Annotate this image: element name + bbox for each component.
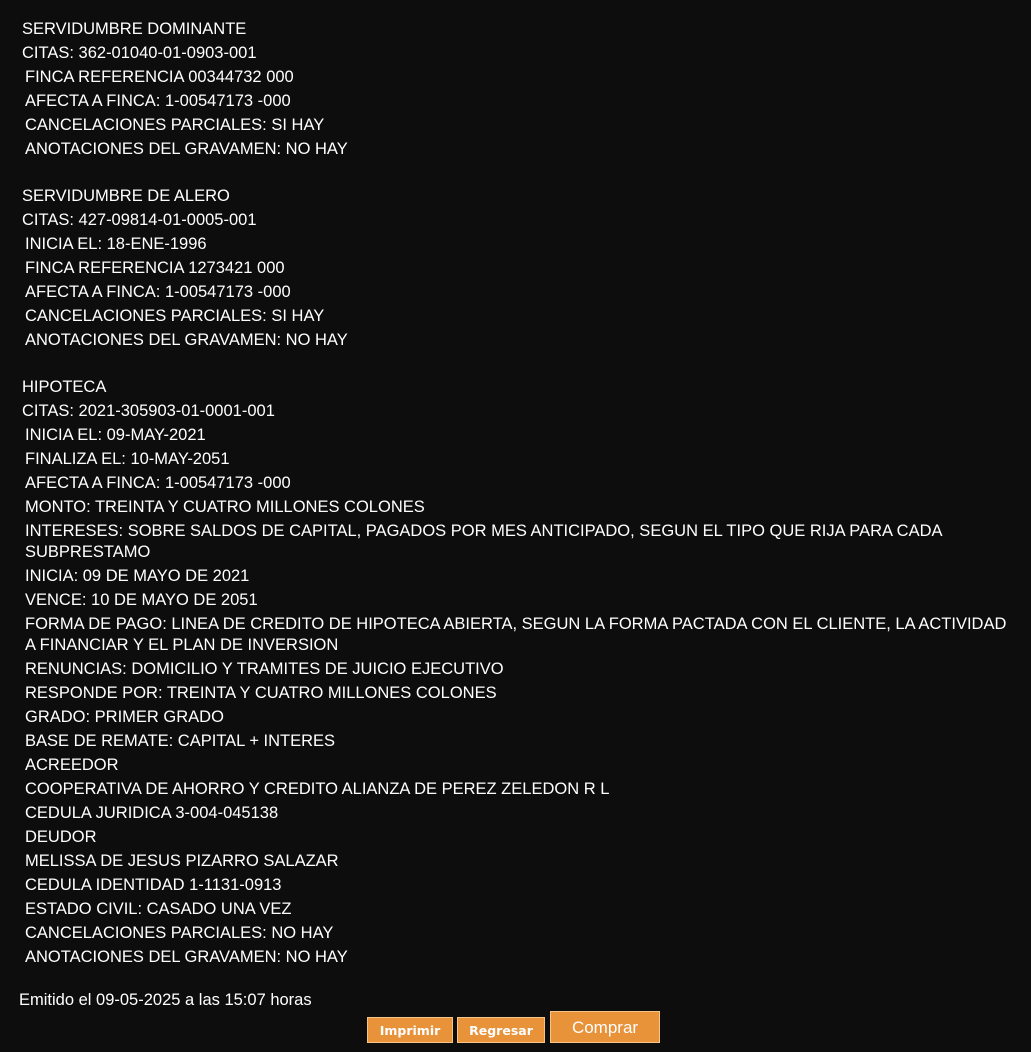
section-hipoteca — [22, 376, 1012, 969]
detail-line: MONTO: TREINTA Y CUATRO MILLONES COLONES — [25, 498, 425, 516]
section-lines — [22, 232, 1012, 352]
detail-line: FORMA DE PAGO: LINEA DE CREDITO DE HIPOTECA ABIERTA, SEGUN LA FORMA PACTADA CON EL CLIENTE, LA ACTIVIDAD A FINANCIAR Y EL PLAN DE INVERSION — [25, 615, 1007, 654]
back-button[interactable]: Regresar — [457, 1017, 545, 1043]
detail-line: AFECTA A FINCA: 1-00547173 -000 — [25, 92, 291, 110]
detail-line: CANCELACIONES PARCIALES: SI HAY — [25, 116, 325, 134]
detail-line: AFECTA A FINCA: 1-00547173 -000 — [25, 474, 291, 492]
section-citas: CITAS: 427-09814-01-0005-001 — [22, 210, 257, 229]
detail-line: DEUDOR — [25, 828, 97, 846]
detail-line: ANOTACIONES DEL GRAVAMEN: NO HAY — [25, 948, 348, 966]
detail-line: MELISSA DE JESUS PIZARRO SALAZAR — [25, 852, 339, 870]
detail-line: CEDULA IDENTIDAD 1-1131-0913 — [25, 876, 282, 894]
section-title: SERVIDUMBRE DOMINANTE — [22, 20, 247, 38]
detail-line: CANCELACIONES PARCIALES: SI HAY — [25, 307, 325, 325]
detail-line: AFECTA A FINCA: 1-00547173 -000 — [25, 283, 291, 301]
detail-line: COOPERATIVA DE AHORRO Y CREDITO ALIANZA DE PEREZ ZELEDON R L — [25, 780, 610, 798]
detail-line: FINCA REFERENCIA 00344732 000 — [25, 68, 294, 86]
section-title: SERVIDUMBRE DE ALERO — [22, 187, 230, 205]
detail-line: INICIA EL: 09-MAY-2021 — [25, 426, 206, 444]
detail-line: ANOTACIONES DEL GRAVAMEN: NO HAY — [25, 140, 348, 158]
section-lines — [22, 423, 1012, 969]
detail-line: CANCELACIONES PARCIALES: NO HAY — [25, 924, 334, 942]
detail-line: RESPONDE POR: TREINTA Y CUATRO MILLONES COLONES — [25, 684, 497, 702]
registry-document — [22, 18, 1012, 993]
detail-line: GRADO: PRIMER GRADO — [25, 708, 224, 726]
detail-line: FINALIZA EL: 10-MAY-2051 — [25, 450, 230, 468]
detail-line: INICIA: 09 DE MAYO DE 2021 — [25, 567, 250, 585]
print-button[interactable]: Imprimir — [367, 1017, 453, 1043]
section-citas: CITAS: 2021-305903-01-0001-001 — [22, 401, 275, 420]
detail-line: ESTADO CIVIL: CASADO UNA VEZ — [25, 900, 292, 918]
emission-timestamp: Emitido el 09-05-2025 a las 15:07 horas — [19, 991, 312, 1009]
detail-line: ACREEDOR — [25, 756, 119, 774]
section-citas: CITAS: 362-01040-01-0903-001 — [22, 43, 257, 62]
detail-line: VENCE: 10 DE MAYO DE 2051 — [25, 591, 258, 609]
detail-line: ANOTACIONES DEL GRAVAMEN: NO HAY — [25, 331, 348, 349]
section-servidumbre-de-alero — [22, 185, 1012, 352]
section-lines — [22, 65, 1012, 161]
detail-line: RENUNCIAS: DOMICILIO Y TRAMITES DE JUICIO EJECUTIVO — [25, 660, 504, 678]
detail-line: INICIA EL: 18-ENE-1996 — [25, 235, 207, 253]
detail-line: BASE DE REMATE: CAPITAL + INTERES — [25, 732, 336, 750]
section-title: HIPOTECA — [22, 378, 107, 396]
buy-button[interactable]: Comprar — [550, 1011, 660, 1043]
detail-line: FINCA REFERENCIA 1273421 000 — [25, 259, 285, 277]
detail-line: CEDULA JURIDICA 3-004-045138 — [25, 804, 279, 822]
section-servidumbre-dominante — [22, 18, 1012, 161]
detail-line: INTERESES: SOBRE SALDOS DE CAPITAL, PAGADOS POR MES ANTICIPADO, SEGUN EL TIPO QUE RIJA PARA CADA SUBPRESTAMO — [25, 522, 942, 561]
